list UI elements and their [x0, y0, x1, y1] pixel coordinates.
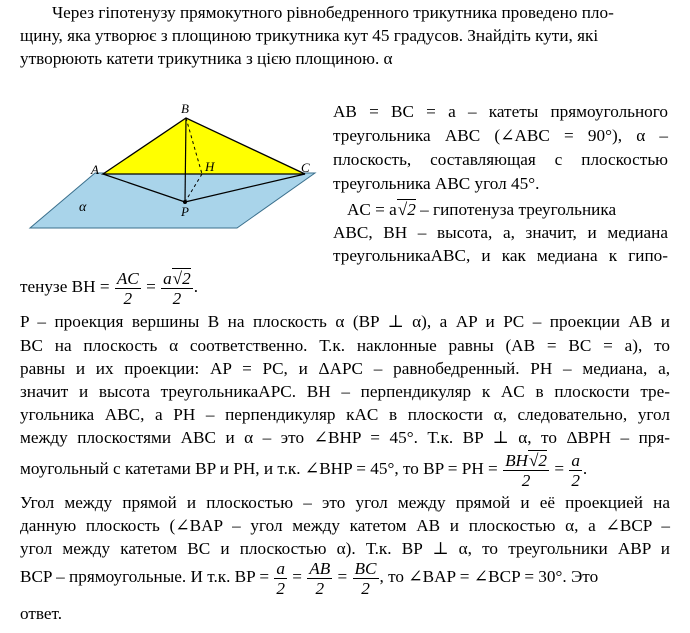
fraction-ac-over-2: $\frac{AC}{2}$ [116, 268, 139, 308]
body-line-7: моугольный с катетами BP и PH, и т.к. ∠BHP = 45°, то BP = PH = $\frac{BH√2}{2}$ = $\frac{a}{2}$ . [20, 450, 588, 490]
label-a: A [91, 162, 99, 177]
right-line-6: ABC, BH – высота, а, значит, и медиана [333, 223, 668, 242]
body-line-5: угольника ABC, а PH – перпендикуляр кAC в плоскости α, следовательно, угол [20, 405, 670, 424]
label-h: H [205, 159, 215, 174]
body-line-1: P – проекция вершины B на плоскость α (BP ⊥ α), а AP и PC – проекции AB и [20, 312, 670, 331]
sqrt-2: √2 [397, 200, 416, 219]
problem-line-3: утворюють катети трикутника з цією площиною. α [20, 49, 393, 68]
triangle-abc [103, 118, 305, 174]
body-line-12: ответ. [20, 604, 63, 623]
body-line-3: равны и их проекции: AP = PC, и ΔAPC – равнобедренный. PH – медиана, а, [20, 359, 670, 378]
body-line-11: BCP – прямоугольные. И т.к. BP = $\frac{a}{2}$ = $\frac{AB}{2}$ = $\frac{BC}{2}$ , то ∠BAP = ∠BCP = 30°. Это [20, 558, 599, 598]
problem-line-1: Через гіпотенузу прямокутного рівнобедренного трикутника проведено пло- [52, 3, 614, 22]
geometry-figure [25, 98, 325, 233]
body-line-2: BC на плоскость α соответственно. Т.к. наклонные равны (AB = BC = a), то [20, 336, 670, 355]
right-line-4: треугольника ABC угол 45°. [333, 174, 540, 193]
body-line-8: Угол между прямой и плоскостью – это угол между прямой и её проекцией на [20, 493, 670, 512]
fraction-bc-over-2: $\frac{BC}{2}$ [354, 558, 377, 598]
label-p: P [181, 204, 189, 219]
problem-line-2: щину, яка утворює з площиною трикутника кут 45 градусов. Знайдіть кути, які [20, 26, 599, 45]
right-line-3: плоскость, составляющая с плоскостью [333, 150, 668, 169]
bh-formula-line: тенузе BH = $\frac{AC}{2}$ = $\frac{a√2}{2}$ . [20, 268, 198, 308]
fraction-bh-root2-over-2: $\frac{BH√2}{2}$ [505, 450, 548, 490]
body-line-6: между плоскостями ABC и α – это ∠BHP = 45°. Т.к. BP ⊥ α, то ΔBPH – пря- [20, 428, 670, 447]
right-line-5 [347, 198, 616, 221]
ac-prefix: AC = a [347, 200, 397, 219]
fraction-a-over-2: $\frac{a}{2}$ [571, 450, 580, 490]
label-b: B [181, 101, 189, 116]
body-line-9: данную плоскость (∠BAP – угол между катетом AB и плоскостью α, а ∠BCP – [20, 516, 670, 535]
right-line-7: треугольникаABC, и как медиана к гипо- [333, 246, 668, 265]
body-line-4: значит и высота треугольникаAPC. BH – перпендикуляр к AC в плоскости тре- [20, 382, 670, 401]
bh-eq: = [146, 277, 156, 296]
right-line-2: треугольника ABC (∠ABC = 90°), α – [333, 126, 668, 145]
body-line-10: угол между катетом BC и плоскостью α). Т.к. BP ⊥ α, то треугольники ABP и [20, 539, 670, 558]
label-alpha: α [79, 200, 87, 215]
right-line-1: AB = BC = a – катеты прямоугольного [333, 102, 668, 121]
bh-pre: тенузе BH = [20, 277, 110, 296]
fraction-a-over-2-b: $\frac{a}{2}$ [276, 558, 285, 598]
label-c: C [301, 160, 310, 175]
fraction-a-root2-over-2: $\frac{a√2}{2}$ [163, 268, 191, 308]
ac-suffix: – гипотенуза треугольника [415, 200, 617, 219]
fraction-ab-over-2: $\frac{AB}{2}$ [309, 558, 331, 598]
